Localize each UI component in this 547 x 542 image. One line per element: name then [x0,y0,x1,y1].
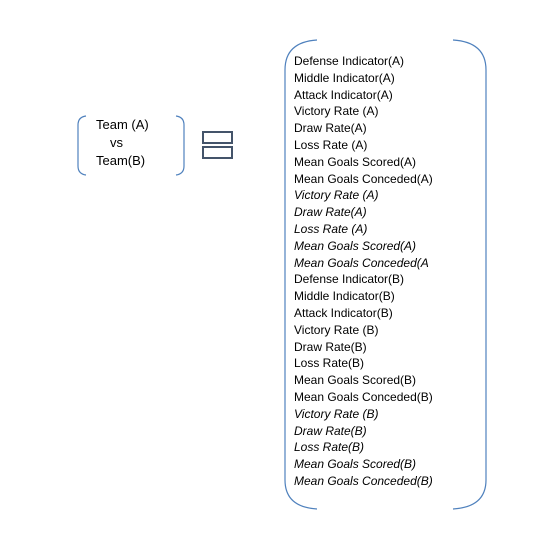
feature-item: Loss Rate(B) [294,356,365,371]
feature-item: Mean Goals Scored(B) [294,457,417,472]
features-right-bracket [453,40,486,509]
team-b-label: Team(B) [96,153,146,168]
equals-icon [202,131,231,159]
feature-item: Defense Indicator(B) [294,272,405,287]
vs-label: vs [110,135,123,150]
feature-item: Draw Rate(A) [294,205,367,220]
feature-item: Mean Goals Scored(A) [294,154,417,169]
feature-item: Draw Rate(B) [294,339,367,354]
feature-item: Loss Rate (A) [294,221,368,236]
team-matchup [96,116,176,170]
equals-bar-bottom [202,146,233,159]
feature-item: Loss Rate (A) [294,137,368,152]
feature-item: Loss Rate(B) [294,440,365,455]
team-left-bracket [78,116,86,175]
feature-item: Mean Goals Conceded(B) [294,473,433,488]
team-right-bracket [176,116,184,175]
equals-bar-top [202,131,233,144]
feature-list [294,53,433,490]
feature-item: Mean Goals Conceded(B) [294,389,433,404]
feature-item: Mean Goals Conceded(A [294,255,429,270]
feature-item: Defense Indicator(A) [294,54,405,68]
feature-item: Draw Rate(A) [294,121,367,136]
feature-item: Draw Rate(B) [294,423,367,438]
feature-item: Victory Rate (A) [294,104,379,119]
feature-item: Victory Rate (B) [294,406,379,421]
feature-item: Mean Goals Scored(B) [294,373,417,388]
feature-item: Mean Goals Conceded(A) [294,171,433,186]
feature-item: Middle Indicator(B) [294,289,395,304]
feature-item: Victory Rate (B) [294,322,379,337]
feature-item: Middle Indicator(A) [294,70,395,85]
feature-item: Mean Goals Scored(A) [294,238,417,253]
feature-item: Attack Indicator(B) [294,305,393,320]
team-a-label: Team (A) [96,117,149,132]
feature-item: Victory Rate (A) [294,188,379,203]
feature-item: Attack Indicator(A) [294,87,393,102]
